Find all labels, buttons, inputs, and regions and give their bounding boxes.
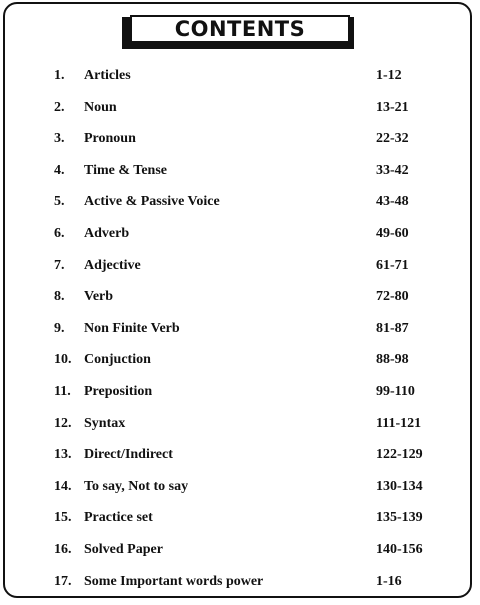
toc-entry — [0, 376, 480, 408]
toc-entry — [0, 281, 480, 313]
entry-title: Conjuction — [84, 352, 151, 368]
entry-pages: 122-129 — [376, 447, 423, 463]
toc-entry — [0, 123, 480, 155]
entry-title: Direct/Indirect — [84, 447, 173, 463]
entry-title: Practice set — [84, 510, 153, 526]
toc-entry — [0, 534, 480, 566]
toc-entry — [0, 471, 480, 503]
entry-pages: 111-121 — [376, 415, 422, 431]
entry-number: 7. — [54, 257, 65, 273]
entry-pages: 13-21 — [376, 99, 409, 115]
entry-number: 2. — [54, 99, 65, 115]
entry-title: Verb — [84, 289, 114, 305]
entry-title: Active & Passive Voice — [84, 194, 220, 210]
entry-number: 14. — [54, 478, 72, 494]
entry-pages: 43-48 — [376, 194, 409, 210]
entry-number: 4. — [54, 162, 65, 178]
entry-title: Non Finite Verb — [84, 320, 180, 336]
entry-number: 5. — [54, 194, 65, 210]
entry-title: Adverb — [84, 225, 130, 241]
entry-title: To say, Not to say — [84, 478, 189, 494]
entry-number: 12. — [54, 415, 72, 431]
entry-title: Noun — [84, 99, 117, 115]
entry-title: Adjective — [84, 257, 141, 273]
toc-entry — [0, 186, 480, 218]
entry-number: 16. — [54, 541, 72, 557]
entry-title: Solved Paper — [84, 541, 163, 557]
heading-box — [130, 15, 350, 43]
entry-pages: 140-156 — [376, 541, 423, 557]
entry-number: 3. — [54, 131, 65, 147]
entry-pages: 130-134 — [376, 478, 423, 494]
toc-entry — [0, 408, 480, 440]
entry-number: 13. — [54, 447, 72, 463]
entry-pages: 22-32 — [376, 131, 409, 147]
entry-title: Syntax — [84, 415, 126, 431]
entry-title: Preposition — [84, 383, 153, 399]
entry-title: Pronoun — [84, 131, 136, 147]
toc-entry — [0, 344, 480, 376]
entry-pages: 1-12 — [376, 68, 402, 83]
entry-number: 15. — [54, 510, 72, 526]
toc-entry — [0, 60, 480, 92]
entry-number: 11. — [54, 383, 71, 399]
entry-pages: 81-87 — [376, 320, 409, 336]
entry-pages: 88-98 — [376, 352, 409, 368]
entry-number: 8. — [54, 289, 65, 305]
entry-pages: 33-42 — [376, 162, 409, 178]
entry-title: Time & Tense — [84, 162, 167, 178]
entry-title: Some Important words power — [84, 573, 264, 589]
toc-entry — [0, 502, 480, 534]
entry-number: 10. — [54, 352, 72, 368]
entry-number: 1. — [54, 68, 65, 83]
toc-entry — [0, 92, 480, 124]
entry-pages: 135-139 — [376, 510, 423, 526]
page-title: CONTENTS — [174, 16, 306, 41]
entry-pages: 49-60 — [376, 225, 409, 241]
entry-title: Articles — [84, 68, 131, 83]
toc-entry — [0, 250, 480, 282]
entry-pages: 72-80 — [376, 289, 409, 305]
table-of-contents — [0, 60, 480, 597]
entry-number: 9. — [54, 320, 65, 336]
entry-number: 17. — [54, 573, 72, 589]
toc-entry — [0, 218, 480, 250]
toc-entry — [0, 313, 480, 345]
entry-number: 6. — [54, 225, 65, 241]
entry-pages: 1-16 — [376, 573, 402, 589]
toc-entry — [0, 566, 480, 598]
entry-pages: 61-71 — [376, 257, 409, 273]
toc-entry — [0, 439, 480, 471]
toc-entry — [0, 155, 480, 187]
entry-pages: 99-110 — [376, 383, 415, 399]
